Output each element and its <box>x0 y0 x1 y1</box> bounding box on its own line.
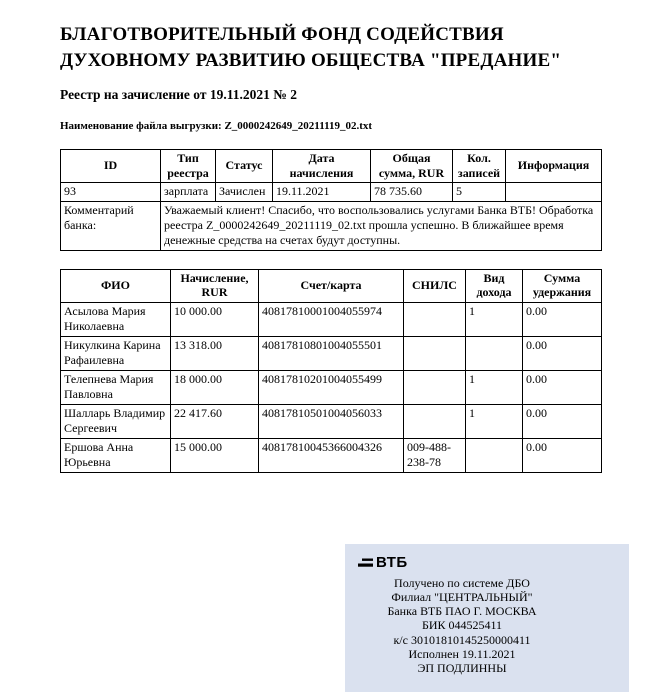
cell-income-type: 1 <box>466 370 523 404</box>
column-header-accrual: Начисление, RUR <box>171 270 259 303</box>
stamp-line: Исполнен 19.11.2021 <box>408 646 516 661</box>
cell-withholding: 0.00 <box>523 336 602 370</box>
stamp-line: Банка ВТБ ПАО Г. МОСКВА <box>387 604 537 619</box>
page-title: БЛАГОТВОРИТЕЛЬНЫЙ ФОНД СОДЕЙСТВИЯ ДУХОВНОМУ РАЗВИТИЮ ОБЩЕСТВА "ПРЕДАНИЕ" <box>60 24 562 71</box>
bank-comment-row <box>61 202 602 251</box>
stamp-line: ЭП ПОДЛИННЫ <box>417 660 507 675</box>
table-row <box>61 438 602 472</box>
cell-snils: 009-488-238-78 <box>404 438 466 472</box>
bank-comment-text: Уважаемый клиент! Спасибо, что воспользовались услугами Банка ВТБ! Обработка реестра Z_0000242649_20211119_02.txt прошла успешно. В ближайшее время денежные средства на счетах будут доступны. <box>161 202 602 251</box>
cell-accrual: 22 417.60 <box>171 404 259 438</box>
cell-accrual: 13 318.00 <box>171 336 259 370</box>
cell-snils <box>404 370 466 404</box>
cell-registry-type: зарплата <box>161 183 216 202</box>
column-header-account: Счет/карта <box>259 270 404 303</box>
column-header-withholding: Сумма удержания <box>523 270 602 303</box>
cell-withholding: 0.00 <box>523 370 602 404</box>
cell-account: 40817810045366004326 <box>259 438 404 472</box>
stamp-line: к/с 30101810145250000411 <box>393 632 531 647</box>
registry-header-row <box>61 150 602 183</box>
cell-account: 40817810501004056033 <box>259 404 404 438</box>
cell-fio: Асылова Мария Николаевна <box>61 302 171 336</box>
cell-fio: Телепнева Мария Павловна <box>61 370 171 404</box>
cell-withholding: 0.00 <box>523 404 602 438</box>
registry-subtitle: Реестр на зачисление от 19.11.2021 № 2 <box>60 87 297 103</box>
bank-comment-label: Комментарий банка: <box>61 202 161 251</box>
column-header-fio: ФИО <box>61 270 171 303</box>
cell-info <box>506 183 602 202</box>
column-header-status: Статус <box>216 150 273 183</box>
cell-status: Зачислен <box>216 183 273 202</box>
vtb-logo <box>345 544 629 576</box>
cell-account: 40817810201004055499 <box>259 370 404 404</box>
column-header-info: Информация <box>506 150 602 183</box>
cell-account: 40817810001004055974 <box>259 302 404 336</box>
bank-stamp <box>345 544 629 692</box>
cell-accrual: 18 000.00 <box>171 370 259 404</box>
table-row <box>61 302 602 336</box>
table-row <box>61 183 602 202</box>
column-header-income-type: Вид дохода <box>466 270 523 303</box>
stamp-line: Получено по системе ДБО <box>394 576 530 590</box>
column-header-snils: СНИЛС <box>404 270 466 303</box>
table-row <box>61 370 602 404</box>
column-header-date: Дата начисления <box>273 150 371 183</box>
cell-income-type: 1 <box>466 302 523 336</box>
cell-income-type <box>466 438 523 472</box>
cell-date: 19.11.2021 <box>273 183 371 202</box>
stamp-line: БИК 044525411 <box>421 618 503 633</box>
cell-snils <box>404 336 466 370</box>
column-header-id: ID <box>61 150 161 183</box>
cell-accrual: 15 000.00 <box>171 438 259 472</box>
column-header-registry-type: Тип реестра <box>161 150 216 183</box>
table-row <box>61 404 602 438</box>
stamp-text-block <box>345 576 629 675</box>
stamp-line: Филиал "ЦЕНТРАЛЬНЫЙ" <box>391 590 533 605</box>
cell-snils <box>404 404 466 438</box>
payments-table <box>60 269 602 473</box>
cell-accrual: 10 000.00 <box>171 302 259 336</box>
cell-total-sum: 78 735.60 <box>371 183 453 202</box>
cell-fio: Шалларь Владимир Сергеевич <box>61 404 171 438</box>
table-row <box>61 336 602 370</box>
cell-id: 93 <box>61 183 161 202</box>
cell-income-type <box>466 336 523 370</box>
cell-snils <box>404 302 466 336</box>
cell-record-count: 5 <box>453 183 506 202</box>
payments-header-row <box>61 270 602 303</box>
cell-withholding: 0.00 <box>523 438 602 472</box>
export-file-name: Наименование файла выгрузки: Z_0000242649_20211119_02.txt <box>60 120 373 133</box>
cell-withholding: 0.00 <box>523 302 602 336</box>
cell-income-type: 1 <box>466 404 523 438</box>
cell-account: 40817810801004055501 <box>259 336 404 370</box>
registry-table <box>60 149 602 251</box>
cell-fio: Ершова Анна Юрьевна <box>61 438 171 472</box>
column-header-record-count: Кол. записей <box>453 150 506 183</box>
column-header-total-sum: Общая сумма, RUR <box>371 150 453 183</box>
vtb-logo-text: ВТБ <box>376 554 408 571</box>
vtb-flag-icon <box>358 557 373 569</box>
cell-fio: Никулкина Карина Рафаилевна <box>61 336 171 370</box>
